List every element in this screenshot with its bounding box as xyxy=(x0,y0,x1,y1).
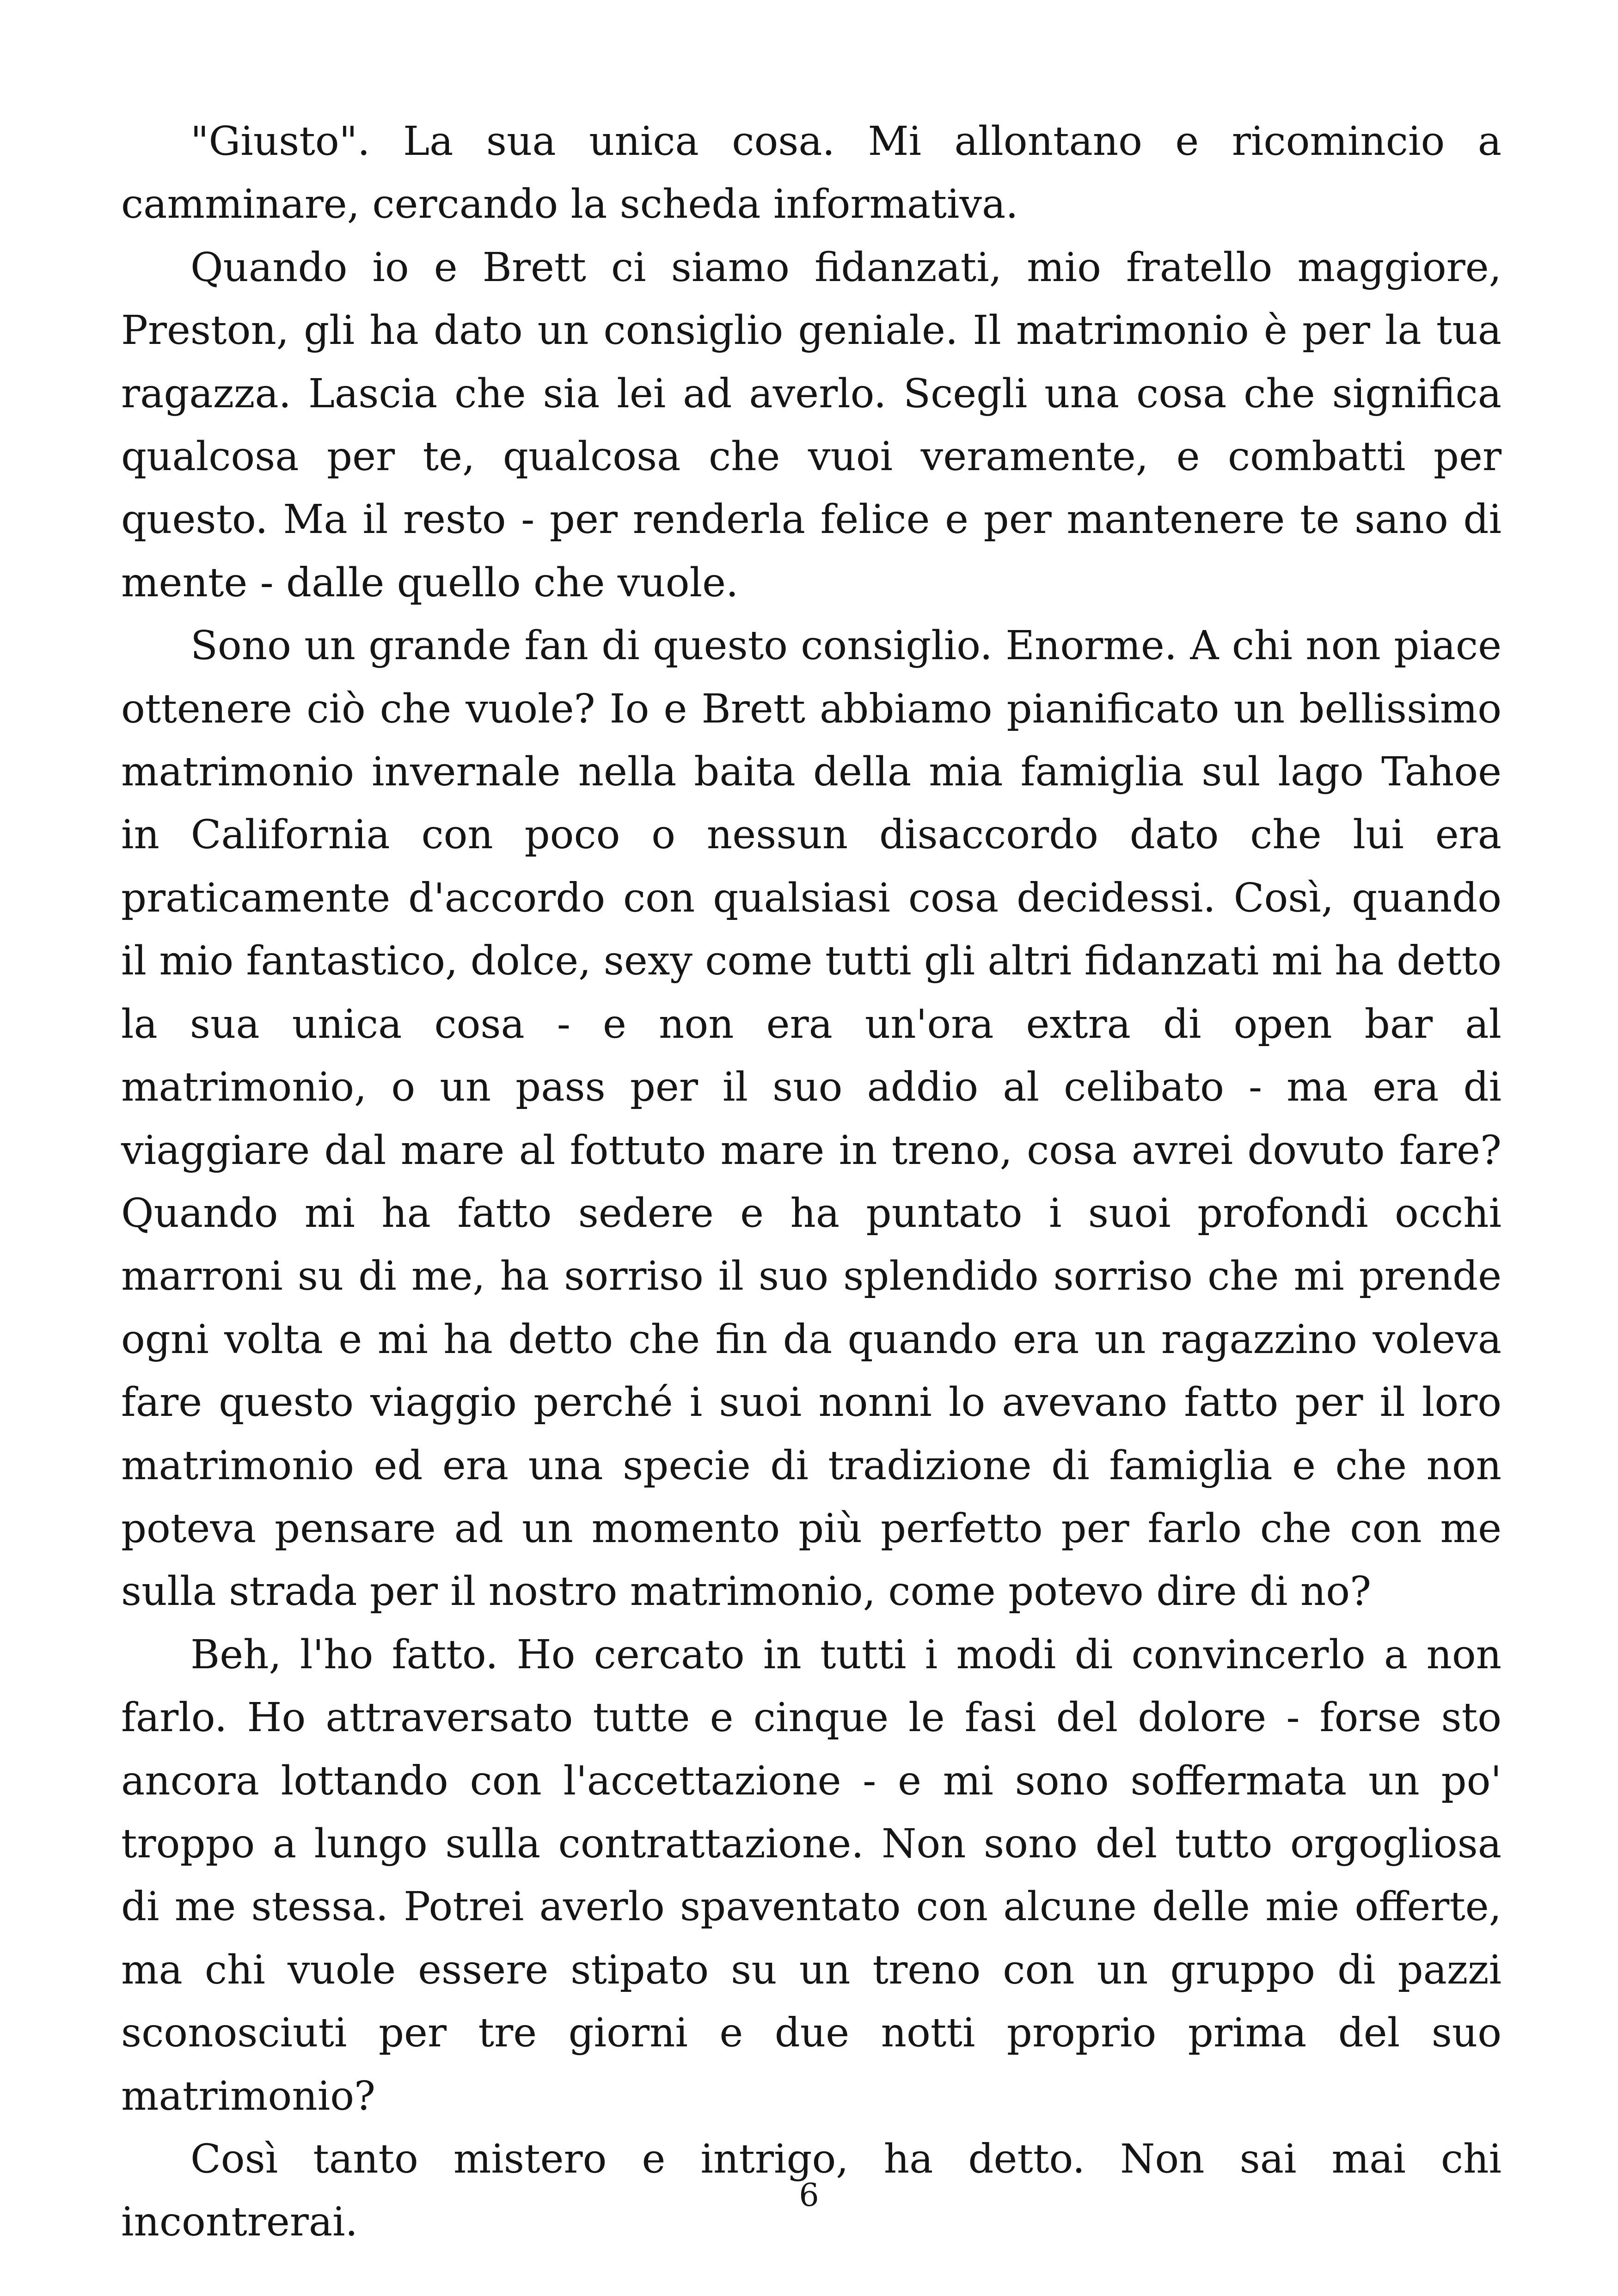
paragraph: "Giusto". La sua unica cosa. Mi allontano e ricomincio a camminare, cercando la scheda informativa. xyxy=(121,118,1502,228)
paragraph: Così tanto mistero e intrigo, ha detto. Non sai mai chi incontrerai. xyxy=(121,2136,1502,2246)
paragraph: Quando io e Brett ci siamo fidanzati, mio fratello maggiore, Preston, gli ha dato un consiglio geniale. Il matrimonio è per la tua ragazza. Lascia che sia lei ad averlo. Scegli una cosa che significa qualcosa per te, qualcosa che vuoi veramente, e combatti per questo. Ma il resto - per renderla felice e per mantenere te sano di mente - dalle quello che vuole. xyxy=(121,244,1502,606)
paragraph: Beh, l'ho fatto. Ho cercato in tutti i modi di convincerlo a non farlo. Ho attraversato tutte e cinque le fasi del dolore - forse sto ancora lottando con l'accettazione - e mi sono soffermata un po' troppo a lungo sulla contrattazione. Non sono del tutto orgogliosa di me stessa. Potrei averlo spaventato con alcune delle mie offerte, ma chi vuole essere stipato su un treno con un gruppo di pazzi sconosciuti per tre giorni e due notti proprio prima del suo matrimonio? xyxy=(121,1631,1502,2119)
paragraph: Sono un grande fan di questo consiglio. Enorme. A chi non piace ottenere ciò che vuole? Io e Brett abbiamo pianificato un bellissimo matrimonio invernale nella baita della mia famiglia sul lago Tahoe in California con poco o nessun disaccordo dato che lui era praticamente d'accordo con qualsiasi cosa decidessi. Così, quando il mio fantastico, dolce, sexy come tutti gli altri fidanzati mi ha detto la sua unica cosa - e non era un'ora extra di open bar al matrimonio, o un pass per il suo addio al celibato - ma era di viaggiare dal mare al fottuto mare in treno, cosa avrei dovuto fare? Quando mi ha fatto sedere e ha puntato i suoi profondi occhi marroni su di me, ha sorriso il suo splendido sorriso che mi prende ogni volta e mi ha detto che fin da quando era un ragazzino voleva fare questo viaggio perché i suoi nonni lo avevano fatto per il loro matrimonio ed era una specie di tradizione di famiglia e che non poteva pensare ad un momento più perfetto per farlo che con me sulla strada per il nostro matrimonio, come potevo dire di no? xyxy=(121,623,1502,1615)
page-number: 6 xyxy=(799,2177,819,2214)
body-text xyxy=(121,110,1502,2254)
